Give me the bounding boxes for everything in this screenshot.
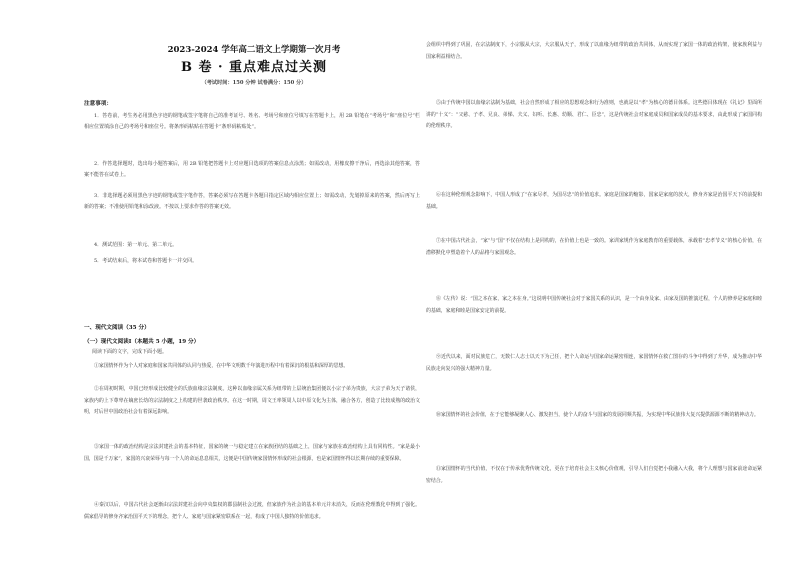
- exam-title: 2023-2024 学年高二语文上学期第一次月考: [167, 45, 341, 55]
- note-item-2: 2．作答选择题时，选出每小题答案后，用 2B 铅笔把答题卡上对应题目选项的答案信息点涂黑；如需改动，用橡皮擦干净后，再选涂其他答案，答案不能答在试卷上。: [84, 161, 420, 178]
- right-paragraph-3: ⑥在这种伦理观念影响下，中国人形成了“在家尽孝，为国尽忠”的价值追求。家庭是国家的缩影，国家是家庭的放大，修身齐家是治国平天下的前提和基础。: [426, 192, 762, 210]
- right-paragraph-1: 会组织中得到了巩固，在宗法制度下，小宗服从大宗，大宗服从天子，形成了以血缘为纽带的政治共同体，从而实现了家国一体的政治构架，使家族利益与国家利益相结合。: [426, 42, 762, 60]
- right-paragraph-6: ⑨近代以来，面对民族危亡，无数仁人志士以天下为己任，把个人命运与国家命运紧密相连，家国情怀在救亡图存的斗争中得到了升华，成为推动中华民族走向复兴的强大精神力量。: [426, 354, 762, 372]
- left-column: [84, 0, 424, 562]
- left-paragraph-3: ③家国一体的政治结构是宗法封建社会的基本特征，国家的统一与稳定建立在家族团结的基础之上，国家与家族在政治结构上具有同构性。“家是最小国，国是千万家”，家国的兴衰荣辱与每一个人的命运息息相关，这便是中国传统家国情怀形成的社会根源，也是家国情怀得以长期存续的重要保障。: [84, 444, 420, 462]
- exam-subtitle: B 卷 · 重点难点过关测: [180, 60, 328, 75]
- right-paragraph-4: ⑦在中国古代社会，“家”与“国”不仅在结构上是同构的，在价值上也是一致的。家训家规作为家庭教育的重要载体，承载着“忠孝节义”的核心价值，在潜移默化中塑造着个人的品格与家国观念。: [426, 238, 762, 256]
- section-subtitle: （一）现代文阅读Ⅰ（本题共 5 小题，19 分）: [84, 339, 200, 345]
- right-paragraph-5: ⑧《左传》说：“国之本在家，家之本在身。”这说明中国传统社会对于家国关系的认识，是一个由身及家、由家及国的推演过程，个人的修养是家庭和睦的基础，家庭和睦是国家安定的前提。: [426, 296, 762, 314]
- right-paragraph-8: ⑪家国情怀的当代价值，不仅在于传承优秀传统文化，更在于培育社会主义核心价值观，引导人们自觉把小我融入大我，将个人理想与国家前途命运紧密结合。: [426, 466, 762, 484]
- section-title: 一、现代文阅读（35 分）: [84, 325, 150, 331]
- right-paragraph-2: ⑤由于传统中国以血缘宗法制为基础，社会自然形成了相应的思想观念和行为准则，也就是以“孝”为核心的德目体系。这些德目体现在《礼记》里面所讲的“十义”：“父慈、子孝、兄良、弟悌、夫义、妇听、长惠、幼顺、君仁、臣忠”，这是传统社会对家庭成员和国家成员的基本要求，由此形成了家国同构的伦理秩序。: [426, 100, 762, 129]
- note-item-3: 3．非选择题必须用黑色字迹的钢笔或签字笔作答，答案必须写在答题卡各题目指定区域内相应位置上；如需改动，先划掉原来的答案，然后再写上新的答案；不准使用铅笔和涂改液。不按以上要求作答的答案无效。: [84, 193, 420, 210]
- right-column: [426, 0, 762, 562]
- left-paragraph-2: ②在周初时期，中国已经形成比较健全的氏族血缘宗法制度。这种以血缘亲属关系为纽带的上层统治集团便以小宗子弟为贵族，大宗子弟为天子诸侯，家族内的上下尊卑在嫡庶长幼的宗法制度之上构建的世袭政治秩序。在这一时期，周文王率领周人以中原文化为主体，融合各方，创造了比较成熟的政治文明，对后世中国政治社会有着深远影响。: [84, 386, 420, 415]
- exam-meta: （考试时间：150 分钟 试卷满分：150 分）: [201, 80, 307, 86]
- left-paragraph-4: ④秦汉以后，中国古代社会逐渐由宗法封建社会向中央集权的郡县制社会过渡，但家族作为社会的基本单元并未消失，反而在伦理教化中得到了强化。儒家倡导的修身齐家治国平天下的理念，把个人、家庭与国家紧密联系在一起，构成了中国人独特的价值追求。: [84, 502, 420, 520]
- note-item-1: 1．答卷前，考生务必用黑色字迹的钢笔或签字笔将自己的准考证号、姓名、考场号和座位号填写在答题卡上，用 2B 铅笔在“考场号”和“座位号”栏相应位置填涂自己的考场号和座位号。将条形码粘贴在答题卡“条形码粘贴处”。: [84, 113, 420, 130]
- note-item-5: 5．考试结束后，将本试卷和答题卡一并交回。: [94, 258, 198, 264]
- notes-heading: 注意事项：: [84, 101, 112, 107]
- left-paragraph-1: ①家国情怀作为个人对家庭和国家共同体的认同与热爱，在中华文明数千年演进历程中有着深沉的根基和深厚的思想。: [94, 363, 349, 369]
- note-item-4: 4．测试范围：第一单元、第二单元。: [94, 242, 178, 248]
- right-paragraph-7: ⑩家国情怀的社会价值，在于它能够凝聚人心、激发担当，使个人的奋斗与国家的发展同频共振，为实现中华民族伟大复兴提供源源不断的精神动力。: [436, 412, 759, 418]
- section-instruction: 阅读下面的文字，完成下面小题。: [92, 349, 168, 355]
